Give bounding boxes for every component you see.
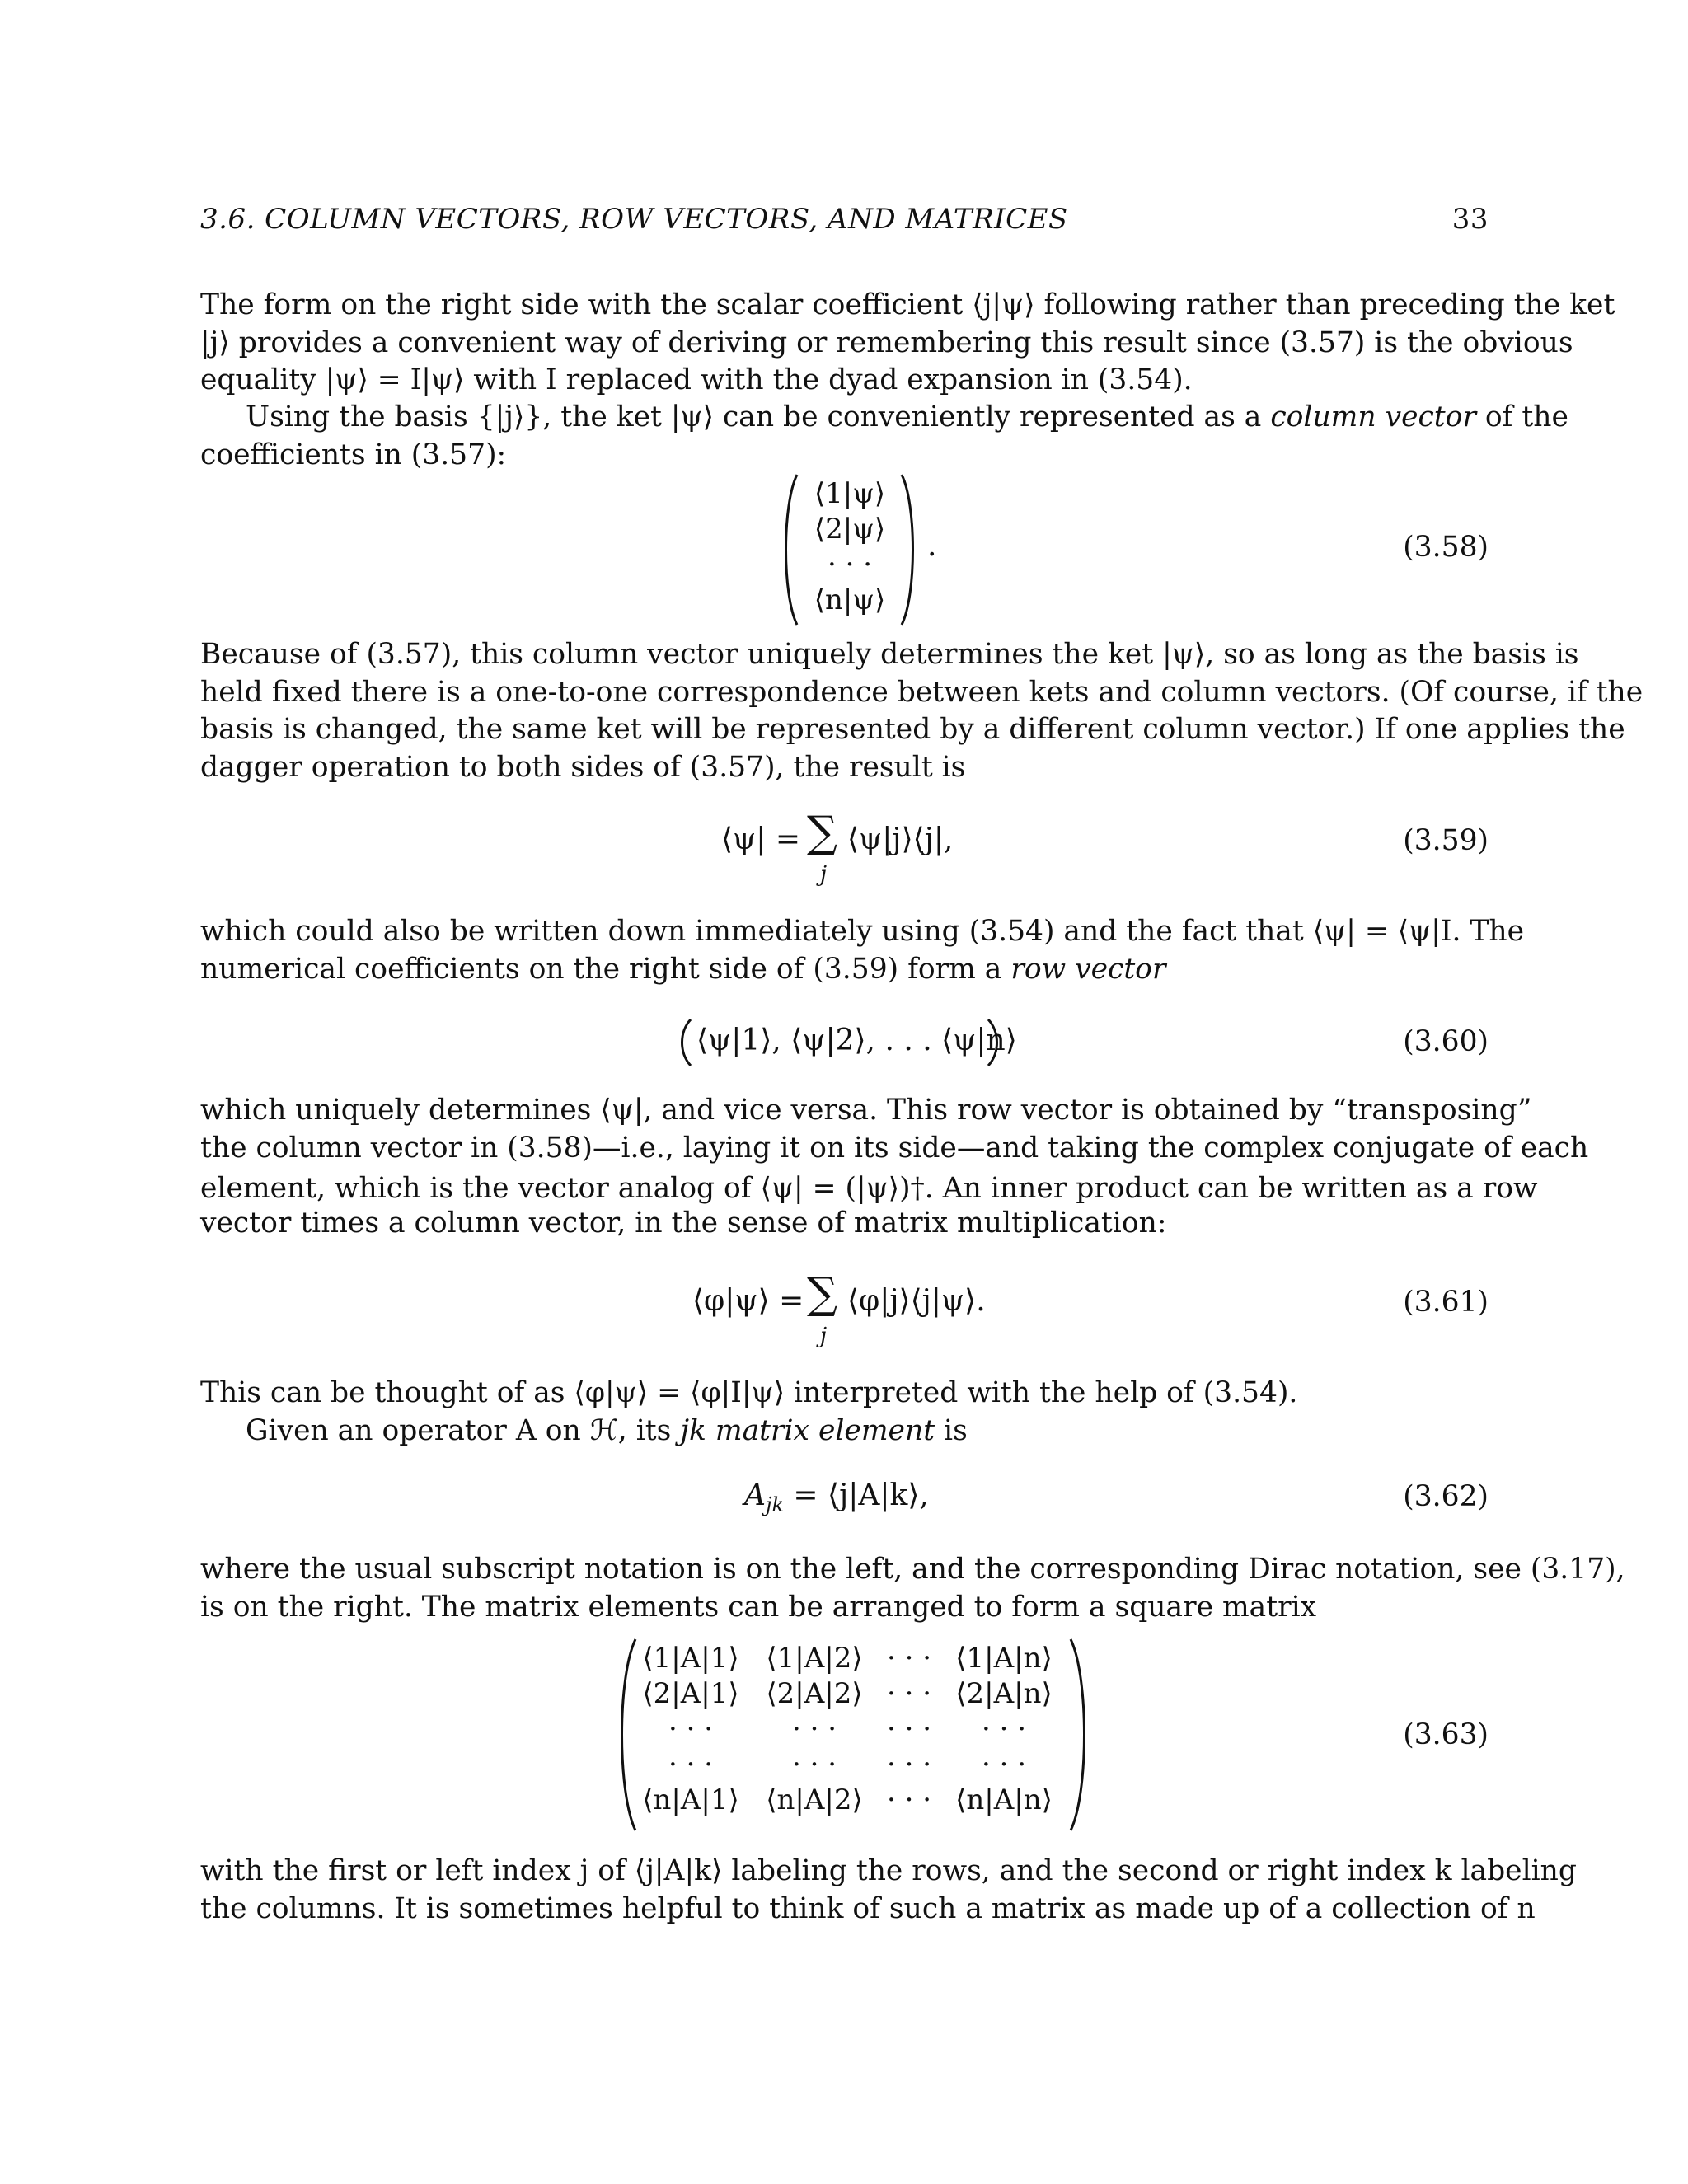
right-parenthesis-icon: [985, 1017, 1005, 1068]
text-line: where the usual subscript notation is on the left, and the corresponding Dirac notation, see (3.17),: [200, 1553, 1625, 1586]
matrix-cell: ⟨1|A|1⟩: [642, 1642, 739, 1675]
paragraph-dyad-remark: [200, 287, 1615, 400]
matrix-cell: · · ·: [981, 1713, 1027, 1746]
row-vector-entries: ⟨ψ|1⟩, ⟨ψ|2⟩, . . . ⟨ψ|n⟩: [696, 1024, 1017, 1057]
vector-entry: ⟨2|ψ⟩: [814, 513, 886, 546]
matrix-cell: · · ·: [668, 1748, 714, 1781]
equation-number: (3.59): [1403, 824, 1489, 857]
emphasis-row-vector: row vector: [1010, 952, 1166, 986]
equation-number: (3.63): [1403, 1718, 1489, 1751]
matrix-cell: · · ·: [791, 1713, 837, 1746]
summation-sign: ∑: [807, 1269, 838, 1319]
text-line: held fixed there is a one-to-one correspondence between kets and column vectors. (Of course, if the: [200, 675, 1643, 709]
text-line: [200, 1413, 1489, 1451]
left-parenthesis-icon: [777, 471, 802, 628]
emphasis-matrix-element: jk matrix element: [680, 1413, 935, 1447]
text-line: the column vector in (3.58)—i.e., laying it on its side—and taking the complex conjugate of each: [200, 1131, 1589, 1165]
equation-lhs: ⟨φ|ψ⟩ =: [692, 1284, 804, 1318]
matrix-cell: ⟨n|A|n⟩: [955, 1783, 1053, 1816]
paragraph-matrix-element: [200, 1375, 1489, 1450]
text-line: equality |ψ⟩ = I|ψ⟩ with I replaced with the dyad expansion in (3.54).: [200, 363, 1193, 396]
summation-index: j: [820, 1324, 828, 1348]
matrix-cell: · · ·: [981, 1748, 1027, 1781]
text-line: the columns. It is sometimes helpful to think of such a matrix as made up of a collection of n: [200, 1891, 1536, 1925]
equation-number: (3.60): [1403, 1025, 1489, 1058]
matrix-cell: · · ·: [668, 1713, 714, 1746]
text-line: |j⟩ provides a convenient way of deriving or remembering this result since (3.57) is the obvious: [200, 326, 1573, 359]
text-line: vector times a column vector, in the sense of matrix multiplication:: [200, 1206, 1167, 1240]
matrix-cell: · · ·: [886, 1677, 932, 1710]
matrix-cell: · · ·: [886, 1783, 932, 1816]
equation-rhs: ⟨ψ|j⟩⟨j|,: [847, 823, 954, 856]
paragraph-column-vector-correspondence: [200, 636, 1643, 786]
text-line: The form on the right side with the scalar coefficient ⟨j|ψ⟩ following rather than preceding the ket: [200, 288, 1615, 321]
summation-sign: ∑: [807, 808, 838, 857]
equation-3-63: [200, 1636, 1489, 1834]
matrix-cell: ⟨1|A|2⟩: [766, 1642, 863, 1675]
emphasis-column-vector: column vector: [1270, 401, 1476, 434]
summation-index: j: [820, 862, 828, 887]
text-run: Using the basis {|j⟩}, the ket |ψ⟩ can be conveniently represented as a: [246, 401, 1271, 434]
equation-number: (3.62): [1403, 1480, 1489, 1513]
equation-lhs: ⟨ψ| =: [721, 823, 801, 856]
matrix-entries: [629, 1641, 1066, 1818]
equation-number: (3.61): [1403, 1286, 1489, 1319]
equation-3-61: [200, 1269, 1489, 1352]
equation-rhs: ⟨φ|j⟩⟨j|ψ⟩.: [847, 1284, 986, 1318]
matrix-cell: ⟨n|A|1⟩: [642, 1783, 739, 1816]
equation-period: .: [927, 529, 937, 563]
paragraph-square-matrix-intro: [200, 1551, 1625, 1626]
right-parenthesis-icon: [1067, 1636, 1094, 1834]
equation-number: (3.58): [1403, 531, 1489, 564]
matrix-symbol: A: [744, 1479, 766, 1512]
vector-entry: · · ·: [827, 548, 873, 581]
equation-3-62: [200, 1475, 1489, 1525]
matrix-cell: · · ·: [886, 1713, 932, 1746]
matrix-cell: · · ·: [886, 1748, 932, 1781]
paragraph-transpose: [200, 1092, 1589, 1242]
text-line: which uniquely determines ⟨ψ|, and vice versa. This row vector is obtained by “transposing”: [200, 1094, 1532, 1127]
text-line: [200, 951, 1489, 989]
text-line: Because of (3.57), this column vector uniquely determines the ket |ψ⟩, so as long as the basis is: [200, 638, 1579, 671]
matrix-cell: · · ·: [886, 1642, 932, 1675]
equation-3-58: [200, 471, 1489, 628]
running-header: [200, 203, 1489, 236]
equation-3-59: [200, 808, 1489, 890]
equation-3-62-body: [744, 1479, 929, 1516]
text-run: numerical coefficients on the right side of (3.59) form a: [200, 952, 1011, 986]
vector-entry: ⟨1|ψ⟩: [814, 477, 886, 510]
text-line: dagger operation to both sides of (3.57), the result is: [200, 750, 966, 784]
vector-entry: ⟨n|ψ⟩: [814, 583, 886, 616]
text-line: [200, 399, 1568, 437]
matrix-cell: ⟨2|A|1⟩: [642, 1677, 739, 1710]
running-title: 3.6. COLUMN VECTORS, ROW VECTORS, AND MATRICES: [200, 203, 1068, 236]
matrix-cell: · · ·: [791, 1748, 837, 1781]
matrix-cell: ⟨1|A|n⟩: [955, 1642, 1053, 1675]
matrix-subscript: jk: [766, 1493, 784, 1517]
text-line: basis is changed, the same ket will be represented by a different column vector.) If one applies the: [200, 713, 1625, 746]
matrix-cell: ⟨n|A|2⟩: [766, 1783, 863, 1816]
text-line: element, which is the vector analog of ⟨ψ| = (|ψ⟩)†. An inner product can be written as a row: [200, 1172, 1538, 1205]
text-line: coefficients in (3.57):: [200, 438, 507, 471]
column-vector: [800, 476, 899, 618]
equation-3-60: [200, 1015, 1489, 1073]
text-line: is on the right. The matrix elements can be arranged to form a square matrix: [200, 1590, 1317, 1624]
right-parenthesis-icon: [897, 471, 921, 628]
text-run: Given an operator A on ℋ, its: [246, 1413, 681, 1447]
paragraph-row-vector-intro: [200, 913, 1525, 988]
equation-rhs: = ⟨j|A|k⟩,: [783, 1479, 929, 1512]
text-line: with the first or left index j of ⟨j|A|k⟩ labeling the rows, and the second or right index k labeling: [200, 1854, 1577, 1887]
left-parenthesis-icon: [674, 1017, 694, 1068]
paragraph-column-vector-intro: [200, 399, 1568, 474]
matrix-cell: ⟨2|A|2⟩: [766, 1677, 863, 1710]
text-line: which could also be written down immediately using (3.54) and the fact that ⟨ψ| = ⟨ψ|I. The: [200, 915, 1525, 948]
matrix-cell: ⟨2|A|n⟩: [955, 1677, 1053, 1710]
text-run: of the: [1475, 401, 1568, 434]
paragraph-matrix-indices: [200, 1853, 1577, 1928]
text-line: This can be thought of as ⟨φ|ψ⟩ = ⟨φ|I|ψ⟩ interpreted with the help of (3.54).: [200, 1376, 1298, 1409]
text-run: is: [935, 1413, 968, 1447]
page-number: 33: [1451, 203, 1489, 236]
